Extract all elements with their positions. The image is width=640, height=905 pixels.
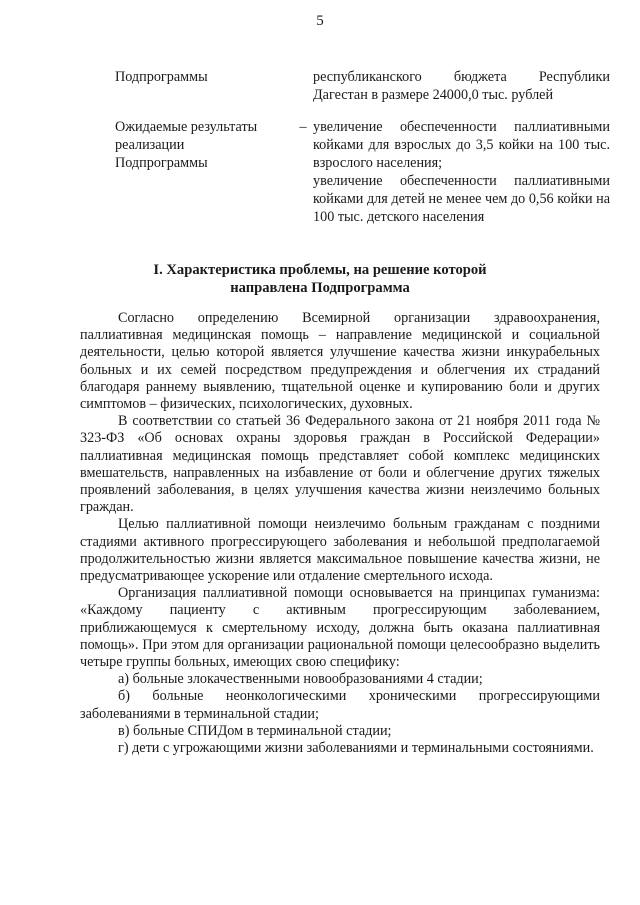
passport-row-expected-results: [115, 118, 610, 226]
section-heading-line: направлена Подпрограмма: [230, 280, 410, 296]
list-item: г) дети с угрожающими жизни заболеваниями и терминальными состояниями.: [118, 740, 594, 757]
body-paragraph: Организация паллиативной помощи основывается на принципах гуманизма: «Каждому пациенту с активным прогрессирующим заболеванием, приближающемуся к смертельному исходу, должна быть оказана паллиативная помощь». При этом для организации рациональной помощи целесообразно выделить четыре группы больных, имеющих свою специфику:: [80, 585, 600, 671]
list-item: а) больные злокачественными новообразованиями 4 стадии;: [118, 671, 483, 688]
passport-value-paragraph: республиканского бюджета Республики Дагестан в размере 24000,0 тыс. рублей: [313, 69, 610, 103]
passport-label-line: Ожидаемые результаты: [115, 119, 258, 135]
page-number: 5: [316, 13, 324, 29]
passport-value-paragraph: увеличение обеспеченности паллиативными койками для взрослых до 3,5 койки на 100 тыс. взрослого населения;: [313, 119, 610, 171]
body-paragraph: Целью паллиативной помощи неизлечимо больным гражданам с поздними стадиями активного прогрессирующего заболевания и небольшой предполагаемой продолжительностью жизни является максимальное повышение качества жизни, не предусматривающее ускорение или отдаление смертельного исхода.: [80, 516, 600, 585]
passport-value-paragraph: увеличение обеспеченности паллиативными койками для детей не менее чем до 0,56 койки на 100 тыс. детского населения: [313, 173, 610, 225]
passport-label: [115, 118, 293, 226]
passport-label-line: Подпрограммы: [115, 69, 208, 85]
passport-value: [313, 118, 610, 226]
passport-label-line: Подпрограммы: [115, 155, 208, 171]
passport-dash: [293, 68, 313, 104]
passport-value: [313, 68, 610, 104]
body-paragraph: Согласно определению Всемирной организации здравоохранения, паллиативная медицинская помощь – направление медицинской и социальной деятельности, целью которой является улучшение качества жизни инкурабельных больных и их семей посредством предупреждения и облегчения их страданий благодаря раннему выявлению, тщательной оценке и купированию боли и других симптомов – физических, психологических, духовных.: [80, 310, 600, 413]
passport-dash: –: [299, 119, 307, 135]
list-item: б) больные неонкологическими хроническими прогрессирующими заболеваниями в терминальной стадии;: [80, 688, 600, 722]
section-heading: [60, 261, 580, 297]
section-heading-line: I. Характеристика проблемы, на решение которой: [153, 262, 487, 278]
passport-label-line: реализации: [115, 137, 185, 153]
passport-label: [115, 68, 293, 104]
passport-row-funding: [115, 68, 610, 104]
body-paragraph: В соответствии со статьей 36 Федерального закона от 21 ноября 2011 года № 323-ФЗ «Об основах охраны здоровья граждан в Российской Федерации» паллиативная медицинская помощь представляет собой комплекс медицинских вмешательств, направленных на избавление от боли и облегчение других тяжелых проявлений заболевания, в целях улучшения качества жизни неизлечимо больных граждан.: [80, 413, 600, 516]
list-item: в) больные СПИДом в терминальной стадии;: [118, 722, 392, 739]
section-body: [80, 310, 600, 757]
